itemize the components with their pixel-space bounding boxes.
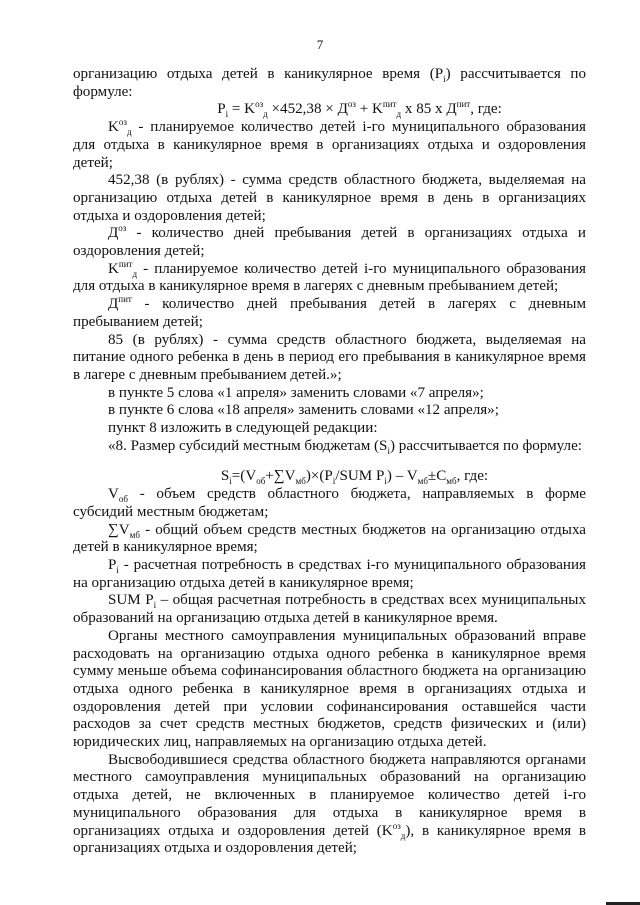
subsidy-intro: «8. Размер субсидий местным бюджетам $(S_i)$ рассчитывается по формуле: <box>108 437 582 456</box>
formula-intro: организацию отдыха детей в каникулярное время $(P_i)$ рассчитывается по формуле: <box>73 66 586 100</box>
formula-pi: $P_i = K^{оз}_д \times 452,38 \times Д^{оз} + K^{пит}_д$ x 85 x $Д^{пит}$, где: <box>217 99 502 120</box>
definition-vob: $V_{об}$ - объем средств областного бюджета, направляемых в форме субсидий местным бюджетам; <box>73 486 586 520</box>
definition-sum-pi: SUM $P_i$ – общая расчетная потребность в средствах всех муниципальных образований на организацию отдыха детей в каникулярное время. <box>73 592 586 627</box>
document-body <box>73 66 586 858</box>
formula-si: $S_i=(V_{об}+\sum V_{мб})\times(P_i$/SUM $P_i) - V_{мб}\pm C_{мб}$, где: <box>220 468 489 487</box>
spacer <box>73 455 586 468</box>
amendment-point-8: пункт 8 изложить в следующей редакции: <box>108 420 378 437</box>
definition-dpit: $Д^{пит}$ - количество дней пребывания детей в лагерях с дневным пребыванием детей; <box>73 294 586 330</box>
paragraph-local-authorities: Органы местного самоуправления муниципальных образований вправе расходовать на организацию отдыха одного ребенка в каникулярное время сумму меньше объема софинансирования областного бюджета на организацию отдыха одного ребенка в каникулярное время в организациях отдыха и оздоровления детей при условии софинансирования оставшейся части расходов за счет средств местных бюджетов, средств физических и (или) юридических лиц, направляемых на организацию отдыха детей. <box>73 627 586 751</box>
definition-452: 452,38 (в рублях) - сумма средств областного бюджета, выделяемая на организацию отдыха детей в каникулярное время в день в организациях отдыха и оздоровления детей; <box>73 172 586 224</box>
definition-doz: $Д^{оз}$ - количество дней пребывания детей в организациях отдыха и оздоровления детей; <box>73 223 586 260</box>
definition-pi: $P_i$ - расчетная потребность в средствах i-го муниципального образования на организацию отдыха детей в каникулярное время; <box>73 556 586 591</box>
page-number: 7 <box>316 37 324 52</box>
amendment-point-5: в пункте 5 слова «1 апреля» заменить словами «7 апреля»; <box>108 384 484 401</box>
amendment-point-6: в пункте 6 слова «18 апреля» заменить словами «12 апреля»; <box>108 402 499 419</box>
definition-85: 85 (в рублях) - сумма средств областного бюджета, выделяемая на питание одного ребенка в день в период его пребывания в каникулярное время в лагере с дневным пребыванием детей.»; <box>73 331 586 383</box>
definition-kpit: $K^{пит}_д$ - планируемое количество детей i-го муниципального образования для отдыха в каникулярное время в лагерях с дневным пребыванием детей; <box>73 258 586 295</box>
paragraph-released-funds: Высвободившиеся средства областного бюджета направляются органами местного самоуправления муниципальных образований на организацию отдыха детей, не включенных в планируемое количество детей i-го муниципального образования для отдыха в каникулярное время в организациях отдыха и оздоровления детей $(K^{оз}_д)$, в каникулярное время в организациях отдыха и оздоровления детей; <box>73 751 586 857</box>
definition-koz: $K^{оз}_д$ - планируемое количество детей i-го муниципального образования для отдыха в каникулярное время в организациях отдыха и оздоровления детей; <box>73 117 586 171</box>
definition-sum-vmb: $\sum V_{мб}$ - общий объем средств местных бюджетов на организацию отдыха детей в каникулярное время; <box>73 521 586 556</box>
